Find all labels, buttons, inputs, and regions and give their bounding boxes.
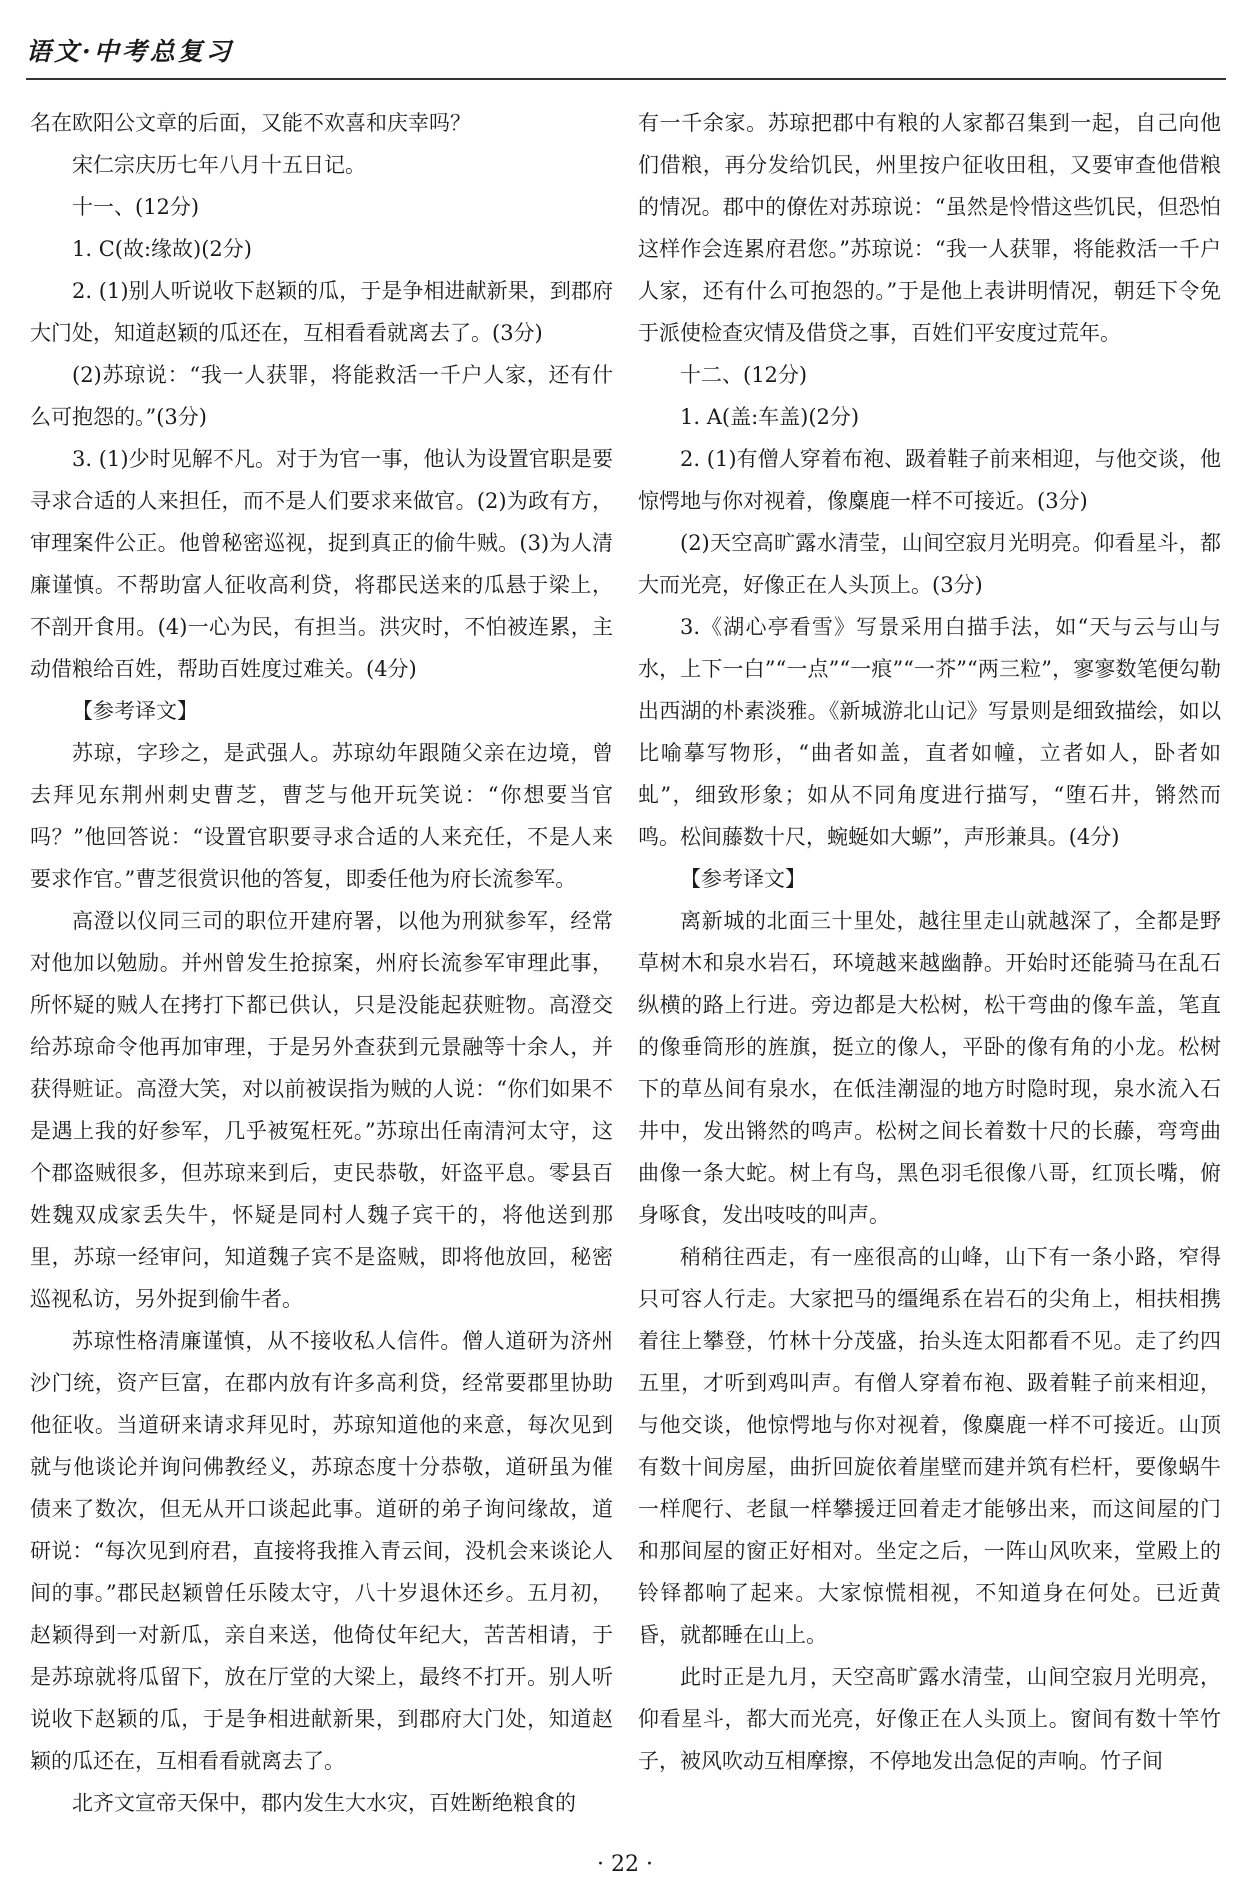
paragraph: 苏琼，字珍之，是武强人。苏琼幼年跟随父亲在边境，曾去拜见东荆州刺史曹芝，曹芝与他开玩笑说：“你想要当官吗？”他回答说：“设置官职要寻求合适的人来充任，不是人来要求作官。”曹芝很赏识他的答复，即委任他为府长流参军。 [30,741,613,891]
paragraph: 2. (1)有僧人穿着布袍、趿着鞋子前来相迎，与他交谈，他惊愕地与你对视着，像麋鹿一样不可接近。(3分) [638,447,1221,513]
paragraph: 3. (1)少时见解不凡。对于为官一事，他认为设置官职是要寻求合适的人来担任，而不是人们要求来做官。(2)为政有方，审理案件公正。他曾秘密巡视，捉到真正的偷牛贼。(3)为人清廉谨慎。不帮助富人征收高利贷，将郡民送来的瓜悬于梁上，不剖开食用。(4)一心为民，有担当。洪灾时，不怕被连累，主动借粮给百姓，帮助百姓度过难关。(4分) [30,447,613,681]
paragraph: 【参考译文】 [680,867,806,891]
header-title: 语文·中考总复习 [26,37,234,66]
paragraph: 有一千余家。苏琼把郡中有粮的人家都召集到一起，自己向他们借粮，再分发给饥民，州里按户征收田租，又要审查他借粮的情况。郡中的僚佐对苏琼说：“虽然是怜惜这些饥民，但恐怕这样作会连累府君您。”苏琼说：“我一人获罪，将能救活一千户人家，还有什么可抱怨的。”于是他上表讲明情况，朝廷下令免于派使检查灾情及借贷之事，百姓们平安度过荒年。 [638,111,1221,345]
paragraph: 【参考译文】 [72,699,198,723]
paragraph: (2)天空高旷露水清莹，山间空寂月光明亮。仰看星斗，都大而光亮，好像正在人头顶上。(3分) [638,531,1221,597]
header-rule [26,78,1226,80]
paragraph: 北齐文宣帝天保中，郡内发生大水灾，百姓断绝粮食的 [72,1791,576,1815]
page-header [26,32,1226,82]
left-column [30,102,613,1824]
paragraph: 名在欧阳公文章的后面，又能不欢喜和庆幸吗？ [30,111,471,135]
paragraph: 离新城的北面三十里处，越往里走山就越深了，全都是野草树木和泉水岩石，环境越来越幽静。开始时还能骑马在乱石纵横的路上行进。旁边都是大松树，松干弯曲的像车盖，笔直的像垂筒形的旌旗，挺立的像人，平卧的像有角的小龙。松树下的草丛间有泉水，在低洼潮湿的地方时隐时现，泉水流入石井中，发出锵然的鸣声。松树之间长着数十尺的长藤，弯弯曲曲像一条大蛇。树上有鸟，黑色羽毛很像八哥，红顶长嘴，俯身啄食，发出吱吱的叫声。 [638,909,1221,1227]
paragraph: 十二、(12分) [680,363,808,387]
paragraph: 苏琼性格清廉谨慎，从不接收私人信件。僧人道研为济州沙门统，资产巨富，在郡内放有许多高利贷，经常要郡里协助他征收。当道研来请求拜见时，苏琼知道他的来意，每次见到就与他谈论并询问佛教经义，苏琼态度十分恭敬，道研虽为催债来了数次，但无从开口谈起此事。道研的弟子询问缘故，道研说：“每次见到府君，直接将我推入青云间，没机会来谈论人间的事。”郡民赵颖曾任乐陵太守，八十岁退休还乡。五月初，赵颖得到一对新瓜，亲自来送，他倚仗年纪大，苦苦相请，于是苏琼就将瓜留下，放在厅堂的大梁上，最终不打开。别人听说收下赵颖的瓜，于是争相进献新果，到郡府大门处，知道赵颖的瓜还在，互相看看就离去了。 [30,1329,613,1773]
paragraph: 3.《湖心亭看雪》写景采用白描手法，如“天与云与山与水，上下一白”“一点”“一痕”“一芥”“两三粒”，寥寥数笔便勾勒出西湖的朴素淡雅。《新城游北山记》写景则是细致描绘，如以比喻摹写物形，“曲者如盖，直者如幢，立者如人，卧者如虬”，细致形象；如从不同角度进行描写，“堕石井，锵然而鸣。松间藤数十尺，蜿蜒如大螈”，声形兼具。(4分) [638,615,1221,849]
paragraph: 高澄以仪同三司的职位开建府署，以他为刑狱参军，经常对他加以勉励。并州曾发生抢掠案，州府长流参军审理此事，所怀疑的贼人在拷打下都已供认，只是没能起获赃物。高澄交给苏琼命令他再加审理，于是另外查获到元景融等十余人，并获得赃证。高澄大笑，对以前被误指为贼的人说：“你们如果不是遇上我的好参军，几乎被冤枉死。”苏琼出任南清河太守，这个郡盗贼很多，但苏琼来到后，吏民恭敬，奸盗平息。零县百姓魏双成家丢失牛，怀疑是同村人魏子宾干的，将他送到那里，苏琼一经审问，知道魏子宾不是盗贼，即将他放回，秘密巡视私访，另外捉到偷牛者。 [30,909,613,1311]
paragraph: 宋仁宗庆历七年八月十五日记。 [72,153,366,177]
paragraph: 十一、(12分) [72,195,200,219]
right-column [638,102,1221,1782]
paragraph: 稍稍往西走，有一座很高的山峰，山下有一条小路，窄得只可容人行走。大家把马的缰绳系在岩石的尖角上，相扶相携着往上攀登，竹林十分茂盛，抬头连太阳都看不见。走了约四五里，才听到鸡叫声。有僧人穿着布袍、趿着鞋子前来相迎，与他交谈，他惊愕地与你对视着，像麋鹿一样不可接近。山顶有数十间房屋，曲折回旋依着崖壁而建并筑有栏杆，要像蜗牛一样爬行、老鼠一样攀援迂回着走才能够出来，而这间屋的门和那间屋的窗正好相对。坐定之后，一阵山风吹来，堂殿上的铃铎都响了起来。大家惊慌相视，不知道身在何处。已近黄昏，就都睡在山上。 [638,1245,1221,1647]
paragraph: 2. (1)别人听说收下赵颖的瓜，于是争相进献新果，到郡府大门处，知道赵颖的瓜还在，互相看看就离去了。(3分) [30,279,613,345]
page-number: · 22 · [597,1852,653,1877]
paragraph: 1. C(故:缘故)(2分) [72,237,252,261]
paragraph: 1. A(盖:车盖)(2分) [680,405,860,429]
paragraph: (2)苏琼说：“我一人获罪，将能救活一千户人家，还有什么可抱怨的。”(3分) [30,363,613,429]
paragraph: 此时正是九月，天空高旷露水清莹，山间空寂月光明亮，仰看星斗，都大而光亮，好像正在人头顶上。窗间有数十竿竹子，被风吹动互相摩擦，不停地发出急促的声响。竹子间 [638,1665,1221,1773]
